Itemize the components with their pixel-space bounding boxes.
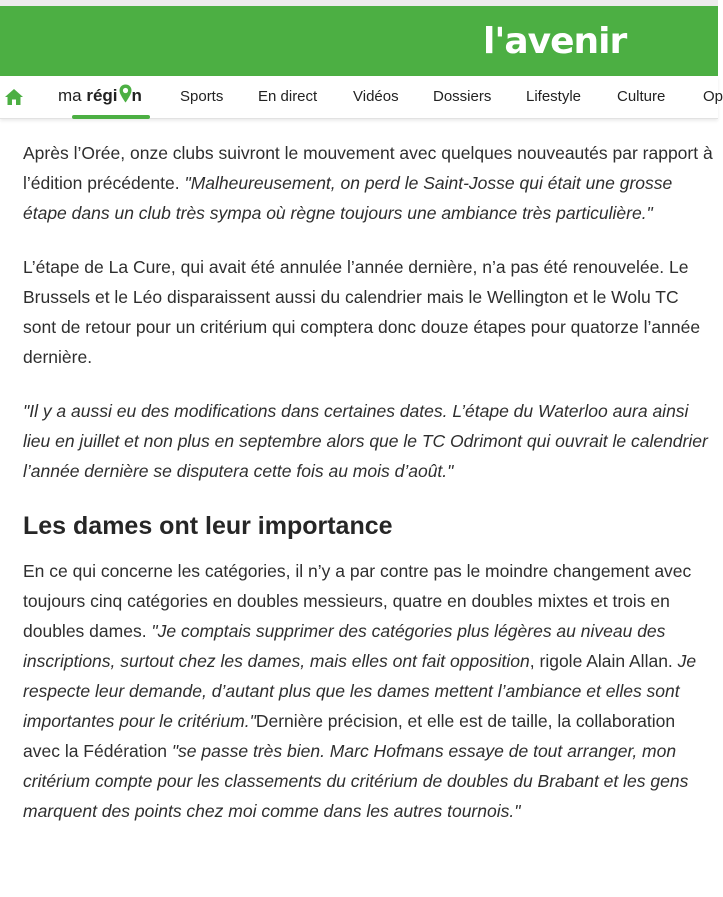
paragraph-4 bbox=[23, 556, 713, 826]
paragraph-4-text-1: En ce qui concerne les catégories, il n’y a par contre pas le moindre changement avec toujours cinq catégories en doubles messieurs, quatre en doubles mixtes et trois en doubles dames. bbox=[23, 561, 692, 641]
article-body bbox=[23, 138, 713, 826]
paragraph-3-quote: "Il y a aussi eu des modifications dans certaines dates. L’étape du Waterloo aura ainsi lieu en juillet et non plus en septembre alors que le TC Odrimont qui ouvrait le calendrier l’année dernière se disputera cette fois au mois d’août." bbox=[23, 401, 708, 481]
paragraph-1 bbox=[23, 138, 713, 228]
main-navigation bbox=[0, 76, 723, 119]
paragraph-1-text: Après l’Orée, onze clubs suivront le mouvement avec quelques nouveautés par rapport à l’édition précédente. bbox=[23, 143, 713, 193]
home-icon[interactable] bbox=[4, 87, 24, 107]
paragraph-4-quote-2: Je respecte leur demande, d’autant plus que les dames mettent l’ambiance et elles sont importantes pour le critérium." bbox=[23, 651, 697, 731]
nav-item-opinions-truncated[interactable]: Op bbox=[703, 88, 723, 105]
paragraph-4-quote-1: "Je comptais supprimer des catégories plus légères au niveau des inscriptions, surtout chez les dames, mais elles ont fait opposition bbox=[23, 621, 666, 671]
ma-region-word-start: régi bbox=[86, 86, 118, 105]
nav-item-en-direct[interactable]: En direct bbox=[258, 88, 318, 105]
paragraph-4-text-2: , rigole Alain Allan. bbox=[529, 651, 678, 671]
paragraph-4-text-3: Dernière précision, et elle est de taille, la collaboration avec la Fédération bbox=[23, 711, 676, 761]
nav-item-videos[interactable]: Vidéos bbox=[353, 88, 399, 105]
ma-region-prefix: ma bbox=[58, 86, 87, 105]
paragraph-2: L’étape de La Cure, qui avait été annulée l’année dernière, n’a pas été renouvelée. Le Brussels et le Léo disparaissent aussi du calendrier mais le Wellington et le Wolu TC sont de retour pour un critérium qui comptera donc douze étapes pour quatorze l’année dernière. bbox=[23, 257, 701, 367]
ma-region-word-end: n bbox=[131, 86, 142, 105]
nav-item-lifestyle[interactable]: Lifestyle bbox=[526, 88, 582, 105]
paragraph-3 bbox=[23, 396, 713, 486]
paragraph-1-quote: "Malheureusement, on perd le Saint-Josse qui était une grosse étape dans un club très sympa où règne toujours une ambiance très particulière." bbox=[23, 173, 673, 223]
site-header bbox=[0, 6, 718, 76]
nav-item-dossiers[interactable]: Dossiers bbox=[433, 88, 492, 105]
nav-item-sports[interactable]: Sports bbox=[180, 88, 224, 105]
paragraph-4-quote-3: "se passe très bien. Marc Hofmans essaye de tout arranger, mon critérium compte pour les classements du critérium de doubles du Brabant et les gens marquent des points chez moi comme dans les autres tournois." bbox=[23, 741, 689, 821]
ma-region-link[interactable] bbox=[58, 84, 142, 114]
active-tab-indicator bbox=[72, 115, 150, 119]
nav-item-culture[interactable]: Culture bbox=[617, 88, 666, 105]
site-logo[interactable]: l'avenir bbox=[483, 21, 627, 62]
location-pin-icon bbox=[119, 84, 132, 103]
section-heading: Les dames ont leur importance bbox=[23, 512, 393, 540]
